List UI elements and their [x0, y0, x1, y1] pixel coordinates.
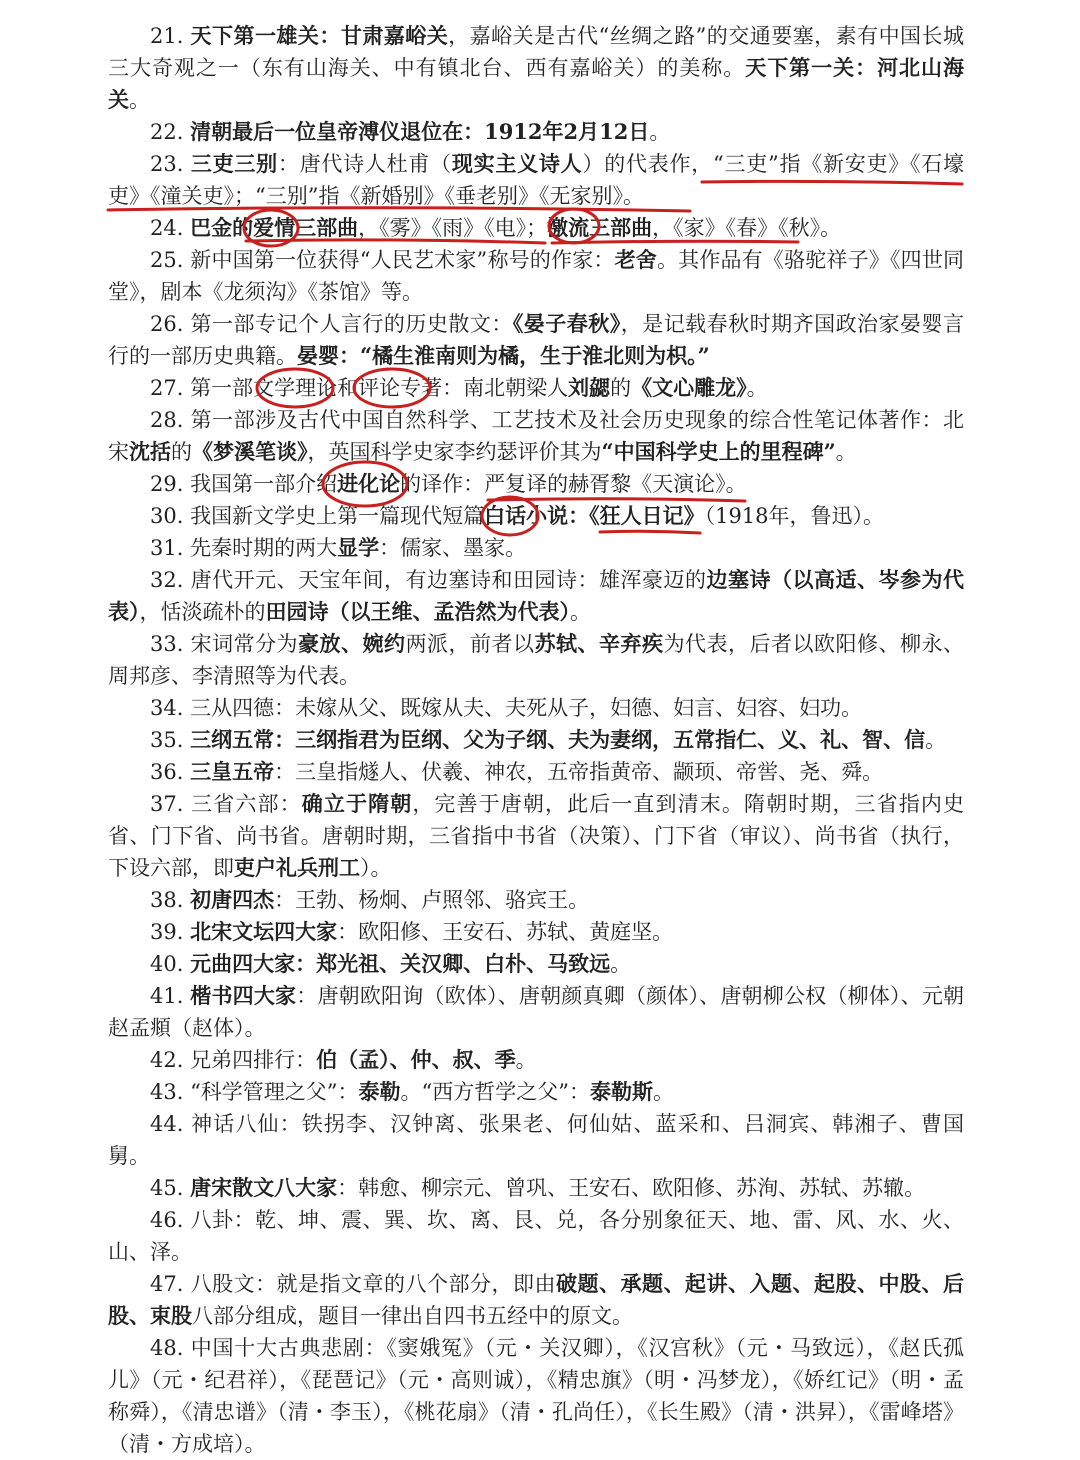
bold-text: 清朝最后一位皇帝溥仪退位在：1912年2月12日	[190, 119, 650, 144]
text: 。	[570, 600, 591, 624]
text: ）。	[360, 856, 392, 880]
entry-45	[108, 1172, 964, 1204]
text: 的	[171, 440, 192, 464]
text: 35.	[150, 728, 191, 752]
entry-22	[108, 116, 964, 148]
bold-text: 确立于隋朝	[301, 791, 413, 816]
entry-48	[108, 1332, 964, 1460]
text: 33. 宋词常分为	[150, 632, 299, 656]
entry-36	[108, 756, 964, 788]
entry-24	[108, 212, 964, 244]
text: 42. 兄弟四排行：	[150, 1048, 317, 1072]
bold-text: 现实主义诗人	[451, 151, 583, 176]
text: 。	[835, 440, 857, 464]
bold-text: 《梦溪笔谈》	[192, 439, 308, 464]
bold-text: “中国科学史上的里程碑”	[601, 439, 836, 464]
text: 28. 第一部涉及古代中国自然科学、工艺技术及社会历史现象的综合性笔记体著作：北宋	[108, 408, 964, 464]
bold-text: 破题、承题、起讲、入题、起股、中股、后股、束股	[108, 1271, 965, 1328]
text: 27. 第一部文学理论和评论专著：南北朝梁人	[150, 376, 569, 400]
entry-23	[108, 148, 964, 212]
entry-35	[108, 724, 964, 756]
text: 48. 中国十大古典悲剧：《窦娥冤》（元・关汉卿），《汉宫秋》（元・马致远），《赵氏孤儿》（元・纪君祥），《琵琶记》（元・高则诚），《精忠旗》（明・冯梦龙），《娇红记》（明・孟称舜），《清忠谱》（清・李玉），《桃花扇》（清・孔尚任），《长生殿》（清・洪昇），《雷峰塔》（清・方成培）。	[108, 1336, 964, 1456]
text: 两派，前者以	[405, 632, 535, 656]
entry-37	[108, 788, 964, 884]
bold-text: 《晏子春秋》	[512, 311, 621, 336]
text: ：欧阳修、王安石、苏轼、黄庭坚。	[337, 920, 674, 944]
text: ：唐代诗人杜甫（	[277, 152, 452, 176]
entry-25	[108, 244, 964, 308]
text: 为代表，后者以欧阳修、柳永、周邦彦、李清照等为代表。	[108, 632, 965, 688]
entry-34	[108, 692, 964, 724]
bold-text: 楷书四大家	[190, 983, 297, 1008]
bold-text: 泰勒斯	[590, 1079, 654, 1104]
text: 。	[746, 376, 768, 400]
text: ，是记载春秋时期齐国政治家晏婴言行的一部历史典籍。	[108, 312, 964, 368]
text: ：三皇指燧人、伏羲、神农，五帝指黄帝、颛顼、帝喾、尧、舜。	[274, 760, 884, 784]
bold-text: 天下第一关：河北山海关	[108, 55, 964, 112]
bold-text: 田园诗（以王维、孟浩然为代表）	[265, 599, 570, 624]
text: 40.	[150, 952, 191, 976]
text: 36.	[150, 760, 191, 784]
bold-text: 《文心雕龙》	[631, 375, 747, 400]
bold-text: 苏轼、辛弃疾	[534, 631, 664, 656]
bold-text: 老舍	[614, 247, 657, 272]
bold-text: 进化论	[337, 471, 401, 496]
entry-41	[108, 980, 964, 1044]
entry-29	[108, 468, 964, 500]
text: ，《家》《春》《秋》。	[652, 216, 842, 240]
text: 26. 第一部专记个人言行的历史散文：	[150, 312, 513, 336]
bold-text: 刘勰	[568, 375, 611, 400]
text: 25. 新中国第一位获得“人民艺术家”称号的作家：	[150, 248, 615, 272]
text: 37. 三省六部：	[150, 792, 302, 816]
bold-text: 北宋文坛四大家	[190, 919, 338, 944]
text: ，《雾》《雨》《电》；	[358, 216, 548, 240]
bold-text: 初唐四杰	[190, 887, 275, 912]
text: 21.	[150, 24, 191, 48]
entry-32	[108, 564, 964, 628]
bold-text: 泰勒	[358, 1079, 401, 1104]
text: 的译作：严复译的赫胥黎《天演论》。	[400, 472, 747, 496]
text: 34. 三从四德：未嫁从父、既嫁从夫、夫死从子，妇德、妇言、妇容、妇功。	[150, 696, 863, 720]
entry-42	[108, 1044, 964, 1076]
text: 39.	[150, 920, 191, 944]
bold-text: 巴金的爱情三部曲	[190, 215, 359, 240]
text: ）的代表作，“三吏”指《新安吏》《石壕吏》《潼关吏》；“三别”指《新婚别》《垂老别》《无家别》。	[108, 152, 964, 208]
text: 。	[129, 88, 150, 112]
text: ：韩愈、柳宗元、曾巩、王安石、欧阳修、苏洵、苏轼、苏辙。	[337, 1176, 926, 1200]
bold-text: 显学	[337, 535, 380, 560]
text: ，嘉峪关是古代“丝绸之路”的交通要塞，素有中国长城三大奇观之一（东有山海关、中有镇北台、西有嘉峪关）的美称。	[108, 24, 964, 80]
text: 。	[610, 952, 632, 976]
text: 32. 唐代开元、天宝年间，有边塞诗和田园诗：雄浑豪迈的	[150, 568, 707, 592]
bold-text: 三皇五帝	[190, 759, 275, 784]
bold-text: 吏户礼兵刑工	[234, 855, 360, 880]
text: 30. 我国新文学史上第一篇现代短篇	[150, 504, 485, 528]
text: ：王勃、杨炯、卢照邻、骆宾王。	[274, 888, 590, 912]
text: ，恬淡疏朴的	[139, 600, 266, 624]
entry-44	[108, 1108, 964, 1172]
text: 的	[610, 376, 632, 400]
entry-47	[108, 1268, 964, 1332]
text: 24.	[150, 216, 191, 240]
bold-text: 晏婴：“橘生淮南则为橘，生于淮北则为枳。”	[297, 343, 710, 368]
entry-21	[108, 20, 964, 116]
bold-text: 三吏三别	[190, 151, 278, 176]
text: 46. 八卦：乾、坤、震、巽、坎、离、艮、兑，各分别象征天、地、雷、风、水、火、山、泽。	[108, 1208, 964, 1264]
entry-26	[108, 308, 964, 372]
text: 31. 先秦时期的两大	[150, 536, 338, 560]
entry-43	[108, 1076, 964, 1108]
text: 43. “科学管理之父”：	[150, 1080, 359, 1104]
bold-text: 唐宋散文八大家	[190, 1175, 338, 1200]
entry-28	[108, 404, 964, 468]
text: 。“西方哲学之父”：	[400, 1080, 591, 1104]
text: 八部分组成，题目一律出自四书五经中的原文。	[192, 1304, 633, 1328]
bold-text: 三纲五常：三纲指君为臣纲、父为子纲、夫为妻纲，五常指仁、义、礼、智、信	[190, 727, 926, 752]
bold-text: 豪放、婉约	[298, 631, 406, 656]
text: 38.	[150, 888, 191, 912]
text: 44. 神话八仙：铁拐李、汉钟离、张果老、何仙姑、蓝采和、吕洞宾、韩湘子、曹国舅。	[108, 1112, 964, 1168]
text: 23.	[150, 152, 191, 176]
bold-text: 激流三部曲	[547, 215, 653, 240]
entry-40	[108, 948, 964, 980]
text: 41.	[150, 984, 191, 1008]
bold-text: 元曲四大家：郑光祖、关汉卿、白朴、马致远	[190, 951, 611, 976]
text: 47. 八股文：就是指文章的八个部分，即由	[150, 1272, 557, 1296]
entry-39	[108, 916, 964, 948]
text: 22.	[150, 120, 191, 144]
document-page	[108, 20, 964, 1460]
bold-text: 沈括	[129, 439, 171, 464]
bold-text: 白话小说：《狂人日记》	[484, 503, 705, 528]
entry-38	[108, 884, 964, 916]
text: 29. 我国第一部介绍	[150, 472, 338, 496]
text: 。	[653, 1080, 675, 1104]
bold-text: 天下第一雄关：甘肃嘉峪关	[190, 23, 449, 48]
text: ：儒家、墨家。	[379, 536, 527, 560]
text: （1918年，鲁迅）。	[704, 504, 885, 528]
entry-27	[108, 372, 964, 404]
entry-30	[108, 500, 964, 532]
text: 。其作品有《骆驼祥子》《四世同堂》，剧本《龙须沟》《茶馆》等。	[108, 248, 965, 304]
text: ，完善于唐朝，此后一直到清末。隋朝时期，三省指内史省、门下省、尚书省。唐朝时期，三省指中书省（决策）、门下省（审议）、尚书省（执行，下设六部，即	[108, 792, 964, 880]
text: 。	[925, 728, 947, 752]
entry-46	[108, 1204, 964, 1268]
text: ，英国科学史家李约瑟评价其为	[307, 440, 602, 464]
entry-31	[108, 532, 964, 564]
bold-text: 伯（孟）、仲、叔、季	[316, 1047, 516, 1072]
text: 。	[515, 1048, 537, 1072]
bold-text: 边塞诗（以高适、岑参为代表）	[108, 567, 964, 624]
entry-33	[108, 628, 964, 692]
text: ：唐朝欧阳询（欧体）、唐朝颜真卿（颜体）、唐朝柳公权（柳体）、元朝赵孟頫（赵体）。	[108, 984, 965, 1040]
text: 。	[649, 120, 671, 144]
text: 45.	[150, 1176, 191, 1200]
